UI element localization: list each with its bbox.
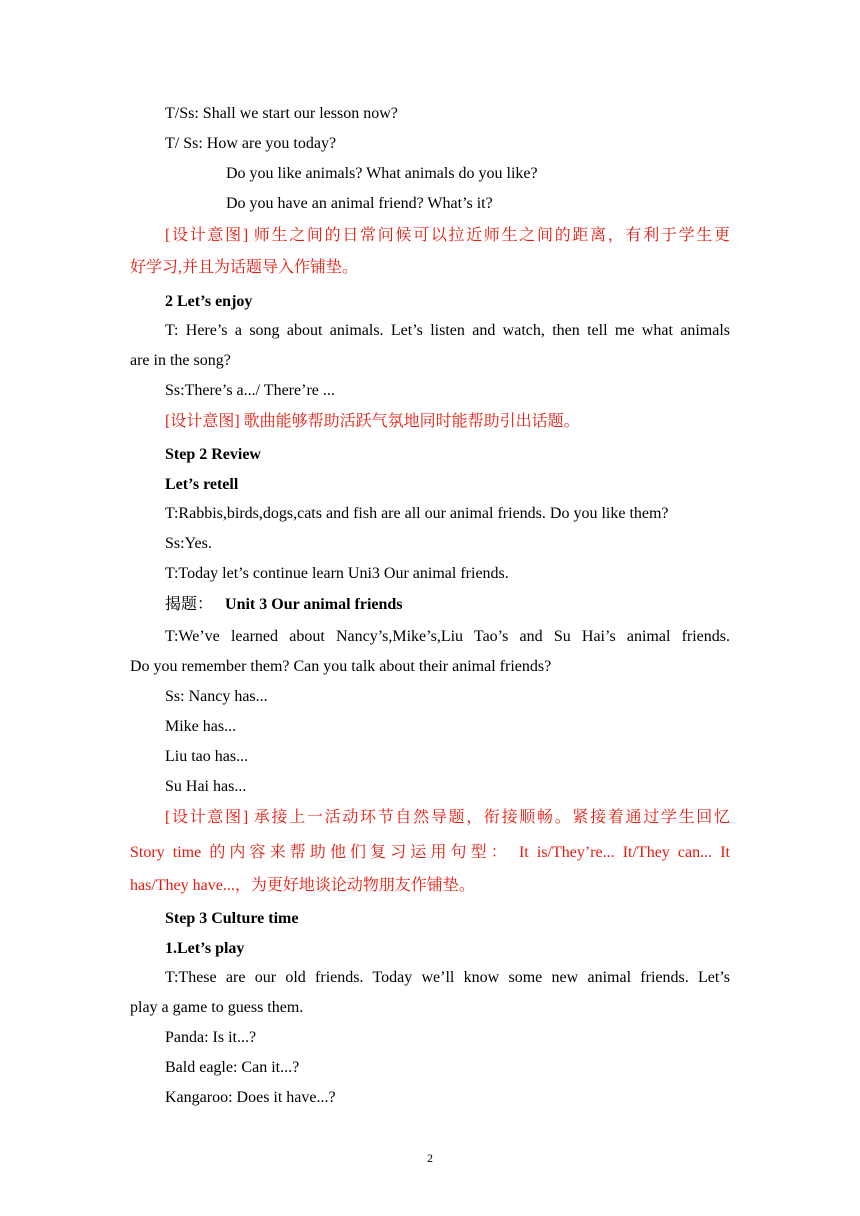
paragraph-line: Do you remember them? Can you talk about their animal friends? bbox=[130, 658, 552, 675]
design-intent-note-line: [设计意图] 师生之间的日常问候可以拉近师生之间的距离，有利于学生更 bbox=[165, 227, 730, 244]
dialogue-line: T:Today let’s continue learn Uni3 Our animal friends. bbox=[165, 565, 509, 582]
dialogue-line: Ss:There’s a.../ There’re ... bbox=[165, 382, 335, 399]
dialogue-line: Liu tao has... bbox=[165, 748, 249, 765]
paragraph-line: play a game to guess them. bbox=[130, 999, 304, 1016]
paragraph-line: T:These are our old friends. Today we’ll know some new animal friends. Let’s bbox=[165, 969, 730, 986]
dialogue-line: Mike has... bbox=[165, 718, 237, 735]
topic-reveal-line bbox=[165, 595, 403, 615]
dialogue-line: Do you have an animal friend? What’s it? bbox=[226, 195, 493, 212]
section-heading: Step 2 Review bbox=[165, 446, 261, 463]
design-intent-note-line: [设计意图] 歌曲能够帮助活跃气氛地同时能帮助引出话题。 bbox=[165, 413, 580, 430]
topic-reveal-label: 揭题： bbox=[165, 596, 214, 613]
dialogue-line: Ss:Yes. bbox=[165, 535, 212, 552]
design-intent-note-line: Story time 的内容来帮助他们复习运用句型： It is/They’re... It/They can... It bbox=[130, 844, 730, 861]
design-intent-note-line: has/They have...，为更好地谈论动物朋友作铺垫。 bbox=[130, 877, 475, 894]
dialogue-line: T/Ss: Shall we start our lesson now? bbox=[165, 105, 398, 122]
dialogue-line: Do you like animals? What animals do you like? bbox=[226, 165, 538, 182]
design-intent-note-line: [设计意图] 承接上一活动环节自然导题，衔接顺畅。紧接着通过学生回忆 bbox=[165, 809, 730, 826]
dialogue-line: Su Hai has... bbox=[165, 778, 247, 795]
dialogue-line: Kangaroo: Does it have...? bbox=[165, 1089, 336, 1106]
dialogue-line: T/ Ss: How are you today? bbox=[165, 135, 337, 152]
section-heading: 2 Let’s enjoy bbox=[165, 293, 253, 310]
dialogue-line: T:Rabbis,birds,dogs,cats and fish are all our animal friends. Do you like them? bbox=[165, 505, 669, 522]
dialogue-line: Ss: Nancy has... bbox=[165, 688, 268, 705]
design-intent-note-line: 好学习,并且为话题导入作铺垫。 bbox=[130, 259, 359, 276]
unit-title: Unit 3 Our animal friends bbox=[225, 596, 403, 613]
section-heading: Let’s retell bbox=[165, 476, 239, 493]
paragraph-line: T:We’ve learned about Nancy’s,Mike’s,Liu Tao’s and Su Hai’s animal friends. bbox=[165, 628, 730, 645]
page-number: 2 bbox=[427, 1151, 433, 1165]
paragraph-line: are in the song? bbox=[130, 352, 231, 369]
section-heading: Step 3 Culture time bbox=[165, 910, 299, 927]
dialogue-line: Bald eagle: Can it...? bbox=[165, 1059, 300, 1076]
dialogue-line: Panda: Is it...? bbox=[165, 1029, 257, 1046]
section-heading: 1.Let’s play bbox=[165, 940, 245, 957]
paragraph-line: T: Here’s a song about animals. Let’s listen and watch, then tell me what animals bbox=[165, 322, 730, 339]
